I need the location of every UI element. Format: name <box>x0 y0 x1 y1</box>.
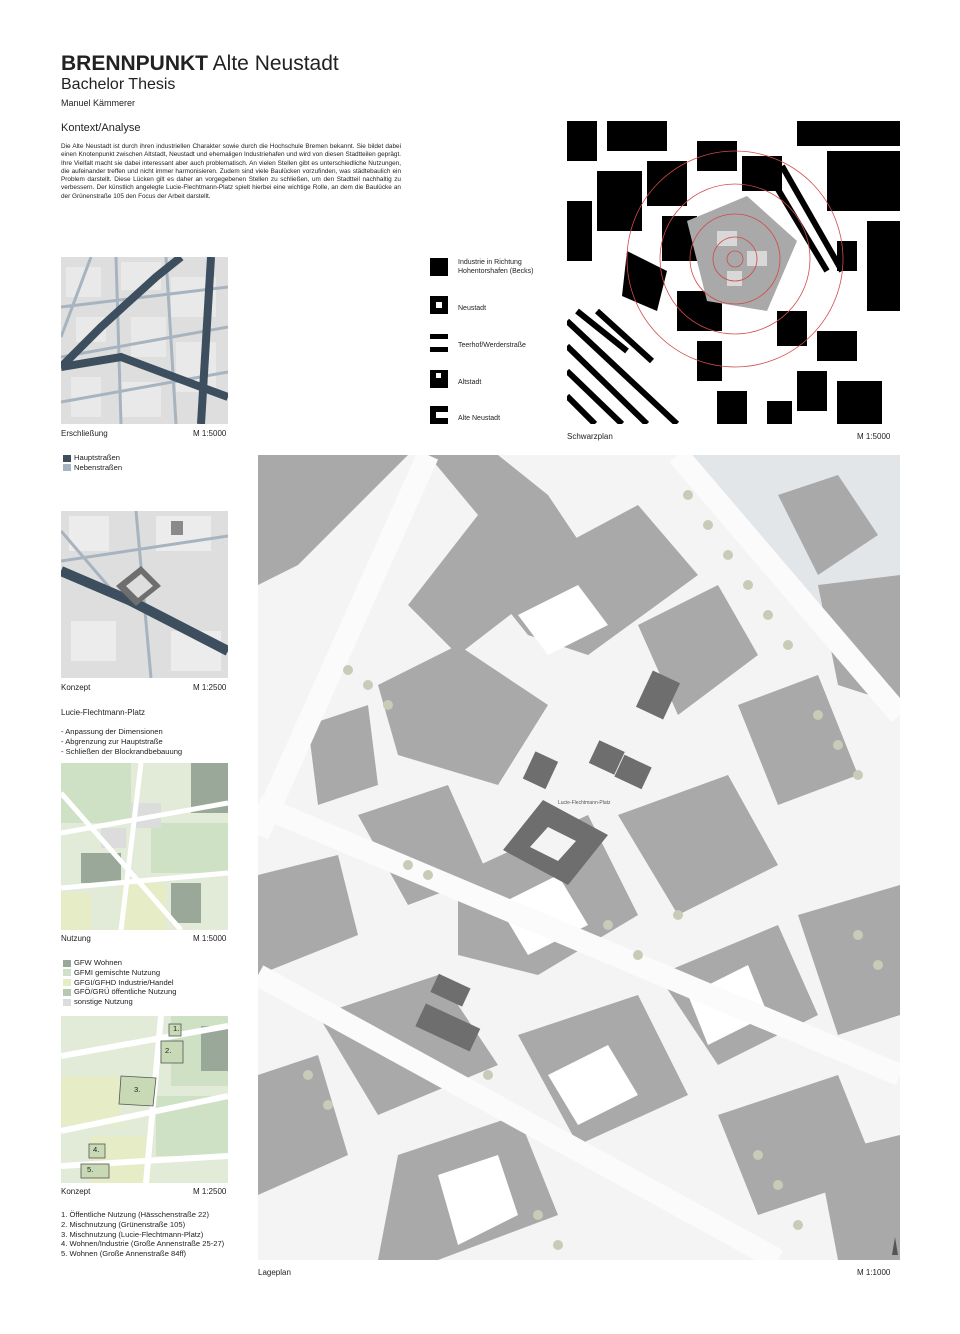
schwarzplan-map <box>567 121 900 424</box>
subtitle: Bachelor Thesis <box>61 76 176 93</box>
title-rest: Alte Neustadt <box>208 52 339 75</box>
square-solid-icon <box>430 258 448 276</box>
erschliessung-caption: Erschließung <box>61 429 108 438</box>
legend-swatch <box>63 999 71 1006</box>
schwarzplan-caption: Schwarzplan <box>567 432 613 441</box>
legend-label-teerhof: Teerhof/Werderstraße <box>458 342 526 349</box>
konzept2-map <box>61 1016 228 1183</box>
legend-label-alte-neustadt: Alte Neustadt <box>458 415 501 422</box>
konzept1-heading: Lucie-Flechtmann-Platz <box>61 708 146 717</box>
list-item: 3. Mischnutzung (Lucie-Flechtmann-Platz) <box>61 1229 204 1239</box>
platz-label: Lucie-Flechtmann-Platz <box>558 800 611 806</box>
list-item: 4. Wohnen/Industrie (Große Annenstraße 25-27) <box>61 1239 225 1249</box>
erschliessung-legend <box>63 453 122 473</box>
konzept2-scale: M 1:2500 <box>193 1187 227 1196</box>
nutzung-caption: Nutzung <box>61 934 91 943</box>
konzept2-label-3: 3. <box>134 1085 141 1094</box>
erschliessung-scale: M 1:5000 <box>193 429 227 438</box>
square-ring-icon <box>430 296 448 314</box>
page-title <box>61 52 339 76</box>
legend-item: sonstige Nutzung <box>63 997 176 1007</box>
legend-swatch <box>63 969 71 976</box>
two-bars-icon <box>430 334 448 352</box>
konzept2-label-2: 2. <box>165 1046 172 1055</box>
square-notch-icon <box>430 370 448 388</box>
c-shape-icon <box>430 406 448 424</box>
konzept1-caption: Konzept <box>61 683 91 692</box>
author: Manuel Kämmerer <box>61 98 136 108</box>
legend-label-altstadt: Altstadt <box>458 379 482 386</box>
list-item: - Schließen der Blockrandbebauung <box>61 746 183 756</box>
list-item: 1. Öffentliche Nutzung (Hässchenstraße 22) <box>61 1210 210 1219</box>
legend-swatch <box>63 989 71 996</box>
section-heading: Kontext/Analyse <box>61 122 141 134</box>
legend-label-industrie: Industrie in Richtung Hohentorshafen (Becks) <box>458 259 534 275</box>
list-item: 5. Wohnen (Große Annenstraße 84ff) <box>61 1249 187 1259</box>
lageplan-map <box>258 455 900 1260</box>
konzept1-scale: M 1:2500 <box>193 683 227 692</box>
title-bold: BRENNPUNKT <box>61 52 208 75</box>
legend-swatch <box>63 960 71 967</box>
konzept2-caption: Konzept <box>61 1187 91 1196</box>
legend-label-neustadt: Neustadt <box>458 305 487 312</box>
legend-swatch <box>63 979 71 986</box>
list-item: - Anpassung der Dimensionen <box>61 727 163 736</box>
intro-text: Die Alte Neustadt ist durch ihren industriellen Charakter sowie durch die Hochschule Bremen bekannt. Sie bildet dabei einen Knotenpunkt zwischen Altstadt, Neustadt und ehemaligen Industriehafen und wird von diesen Stadtteilen geprägt. Ihre Vielfalt macht sie dabei interessant aber auch problematisch. An vielen Stellen gibt es unterschiedliche Nutzungen, die aufeinander treffen und nicht immer harmonisieren. Zudem sind viele Baulücken vorzufinden, was städtebaulich ein Problem darstellt. Diese Lücken gilt es daher an vorgegebenen Stellen zu schließen, um den Stadtteil nachhaltig zu verbessern. Der künstlich angelegte Lucie-Flechtmann-Platz spielt hierbei eine wichtige Rolle, an dem die Baulücke an der Grünenstraße 105 den Focus der Arbeit darstellt. <box>61 143 401 200</box>
konzept1-bullets <box>61 727 182 756</box>
legend-item: Hauptstraßen <box>63 453 122 463</box>
legend-item: GFMI gemischte Nutzung <box>63 968 176 978</box>
konzept2-list <box>61 1210 224 1259</box>
nutzung-legend <box>63 958 176 1007</box>
nutzung-scale: M 1:5000 <box>193 934 227 943</box>
lageplan-scale: M 1:1000 <box>857 1268 891 1277</box>
erschliessung-map <box>61 257 228 424</box>
konzept1-map <box>61 511 228 678</box>
konzept2-label-4: 4. <box>93 1145 100 1154</box>
legend-item: GFW Wohnen <box>63 958 176 968</box>
konzept2-label-5: 5. <box>87 1165 94 1174</box>
lageplan-caption: Lageplan <box>258 1268 291 1277</box>
legend-swatch <box>63 455 71 462</box>
list-item: - Abgrenzung zur Hauptstraße <box>61 736 163 746</box>
schwarzplan-scale: M 1:5000 <box>857 432 891 441</box>
legend-swatch <box>63 464 71 471</box>
list-item: 2. Mischnutzung (Grünenstraße 105) <box>61 1219 186 1229</box>
nutzung-map <box>61 763 228 930</box>
legend-item: Nebenstraßen <box>63 463 122 473</box>
legend-item: GFGI/GFHD Industrie/Handel <box>63 978 176 988</box>
legend-item: GFÖ/GRÜ öffentliche Nutzung <box>63 987 176 997</box>
konzept2-label-1: 1. <box>173 1024 180 1033</box>
